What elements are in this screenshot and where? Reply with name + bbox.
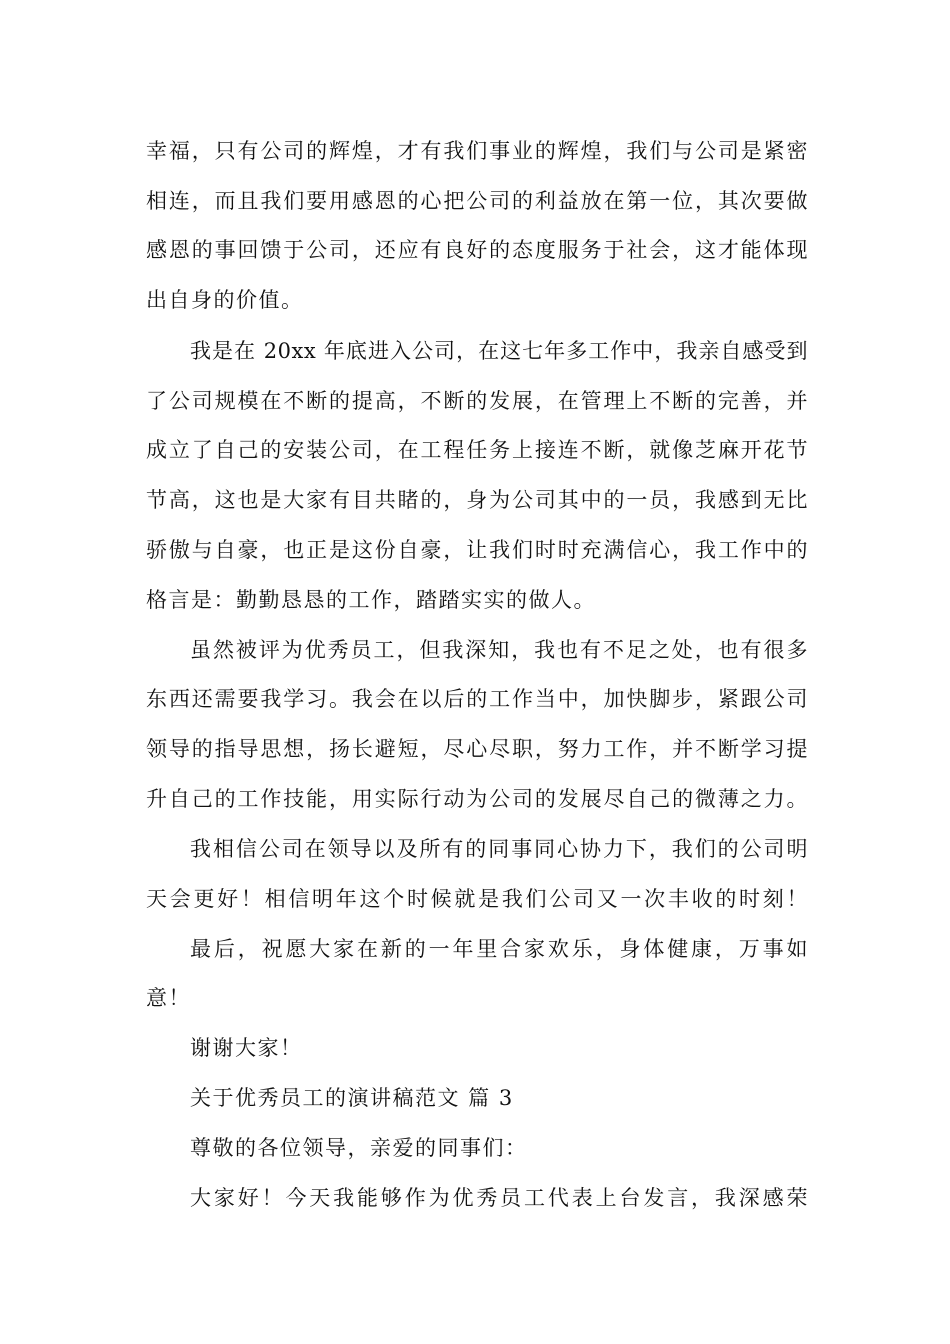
- text-line: 出自身的价值。: [146, 288, 304, 312]
- salutation: 尊敬的各位领导，亲爱的同事们：: [190, 1136, 528, 1160]
- text-line: 幸福，只有公司的辉煌，才有我们事业的辉煌，我们与公司是紧密: [146, 139, 808, 163]
- text-line: 升自己的工作技能，用实际行动为公司的发展尽自己的微薄之力。: [146, 787, 808, 811]
- text-line: 成立了自己的安装公司，在工程任务上接连不断，就像芝麻开花节: [146, 438, 808, 462]
- text-line: 大家好！今天我能够作为优秀员工代表上台发言，我深感荣: [190, 1186, 808, 1210]
- text-line: 我相信公司在领导以及所有的同事同心协力下，我们的公司明: [190, 837, 808, 861]
- text-line: 相连，而且我们要用感恩的心把公司的利益放在第一位，其次要做: [146, 189, 808, 213]
- text-line: 了公司规模在不断的提高，不断的发展，在管理上不断的完善，并: [146, 389, 808, 413]
- text-line: 意！: [146, 986, 191, 1010]
- text-line: 节高，这也是大家有目共睹的，身为公司其中的一员，我感到无比: [146, 488, 808, 512]
- text-line: 领导的指导思想，扬长避短，尽心尽职，努力工作，并不断学习提: [146, 737, 808, 761]
- text-line: 我是在 20xx 年底进入公司，在这七年多工作中，我亲自感受到: [190, 339, 808, 363]
- text-line: 最后，祝愿大家在新的一年里合家欢乐，身体健康，万事如: [190, 937, 808, 961]
- section-heading: 关于优秀员工的演讲稿范文 篇 3: [190, 1086, 514, 1110]
- text-line: 天会更好！相信明年这个时候就是我们公司又一次丰收的时刻！: [146, 887, 808, 911]
- text-line: 谢谢大家！: [190, 1036, 303, 1060]
- text-line: 东西还需要我学习。我会在以后的工作当中，加快脚步，紧跟公司: [146, 687, 808, 711]
- text-line: 骄傲与自豪，也正是这份自豪，让我们时时充满信心，我工作中的: [146, 538, 808, 562]
- text-line: 感恩的事回馈于公司，还应有良好的态度服务于社会，这才能体现: [146, 238, 808, 262]
- text-line: 格言是：勤勤恳恳的工作，踏踏实实的做人。: [146, 588, 596, 612]
- text-line: 虽然被评为优秀员工，但我深知，我也有不足之处，也有很多: [190, 638, 808, 662]
